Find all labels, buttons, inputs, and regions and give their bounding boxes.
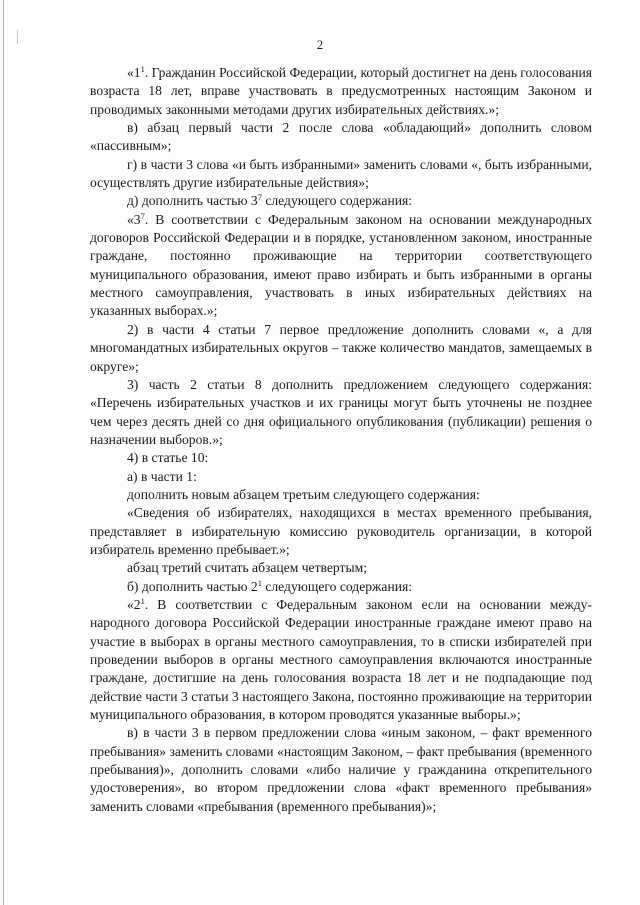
paragraph-part-2-1: «$2^1$. В соответствии с Федеральным законом если на основании международного договора Российской Федерации иностранные граждане имеют право на участие в выборах в органы местного самоуправления, то в списки избирателей при проведении выборов в органы местного самоуправления включаются иностранные граждане, достигшие на день голосования возраста 18 лет и не подпадающие под действие части 3 статьи 3 настоящего Закона, постоянно проживающие на территории муниципального образования, в котором проводятся указанные выборы.»; [90, 595, 592, 723]
paragraph-svedeniya: «Сведения об избирателях, находящихся в местах временного пребывания, представляет в избирательную комиссию руководитель организации, в которой избиратель временно пребывает.»; [90, 505, 592, 557]
paragraph-abzac-tretiy: абзац третий считать абзацем четвертым; [127, 560, 367, 576]
paragraph-new-abzac: дополнить новым абзацем третьим следующего содержания: [127, 486, 480, 502]
superscript: 7 [140, 210, 145, 221]
paragraph-item-3: 3) часть 2 статьи 8 дополнить предложением следующего содержания: «Перечень избирательных участков и их границы могут быть уточнены не позднее чем через десять дней со дня официального опубликования (публикации) решения о назначении выборов.»; [90, 376, 592, 447]
page-number: 2 [316, 38, 324, 52]
paragraph-item-d: д) дополнить частью $3^7$ следующего содержания: [127, 192, 413, 209]
paragraph-item-2: 2) в части 4 статьи 7 первое предложение дополнить словами «, а для многомандатных избирательных округов – также количество мандатов, замещаемых в округе»; [90, 321, 592, 374]
paragraph-item-v: в) абзац первый части 2 после слова «обладающий» дополнить словом «пассивным»; [90, 120, 592, 154]
superscript: 1 [257, 577, 262, 588]
scan-edge-line [3, 0, 4, 905]
paragraph-part-3-7: «$3^7$. В соответствии с Федеральным законом на основании международных договоров Российской Федерации и в порядке, установленном законом, иностранные граждане, постоянно проживающие на территории соответствующего муниципального образования, имеют право избирать и быть избранными в органы местного самоуправления, участвовать в иных избирательных действиях на указанных выборах.»; [90, 210, 592, 319]
paragraph-item-g: г) в части 3 слова «и быть избранными» заменить словами «, быть избранными, осуществлять другие избирательные действия»; [90, 156, 592, 191]
paragraph-amendment-1-1: «$1^1$. Гражданин Российской Федерации, который достигнет на день голосования возраста 18 лет, вправе участвовать в предусмотренных настоящим Законом и проводимых законными методами других избирательных действиях.»; [90, 64, 592, 117]
paragraph-item-4: 4) в статье 10: [127, 450, 209, 466]
superscript: 1 [140, 64, 145, 74]
document-body [90, 64, 592, 816]
superscript: 1 [140, 595, 145, 606]
paragraph-item-b: б) дополнить частью $2^1$ следующего содержания: [127, 577, 413, 594]
paragraph-item-a: а) в части 1: [127, 468, 197, 484]
paragraph-item-v-part-3: в) в части 3 в первом предложении слова «иным законом, – факт временного пребывания» заменить словами «настоящим Законом, – факт пребывания (временного пребывания)», дополнить словами «либо наличие у гражданина открепительного удостоверения», во втором предложении слова «факт временного пребывания» заменить словами «пребывания (временного пребывания)»; [90, 725, 592, 814]
superscript: 7 [257, 192, 262, 203]
